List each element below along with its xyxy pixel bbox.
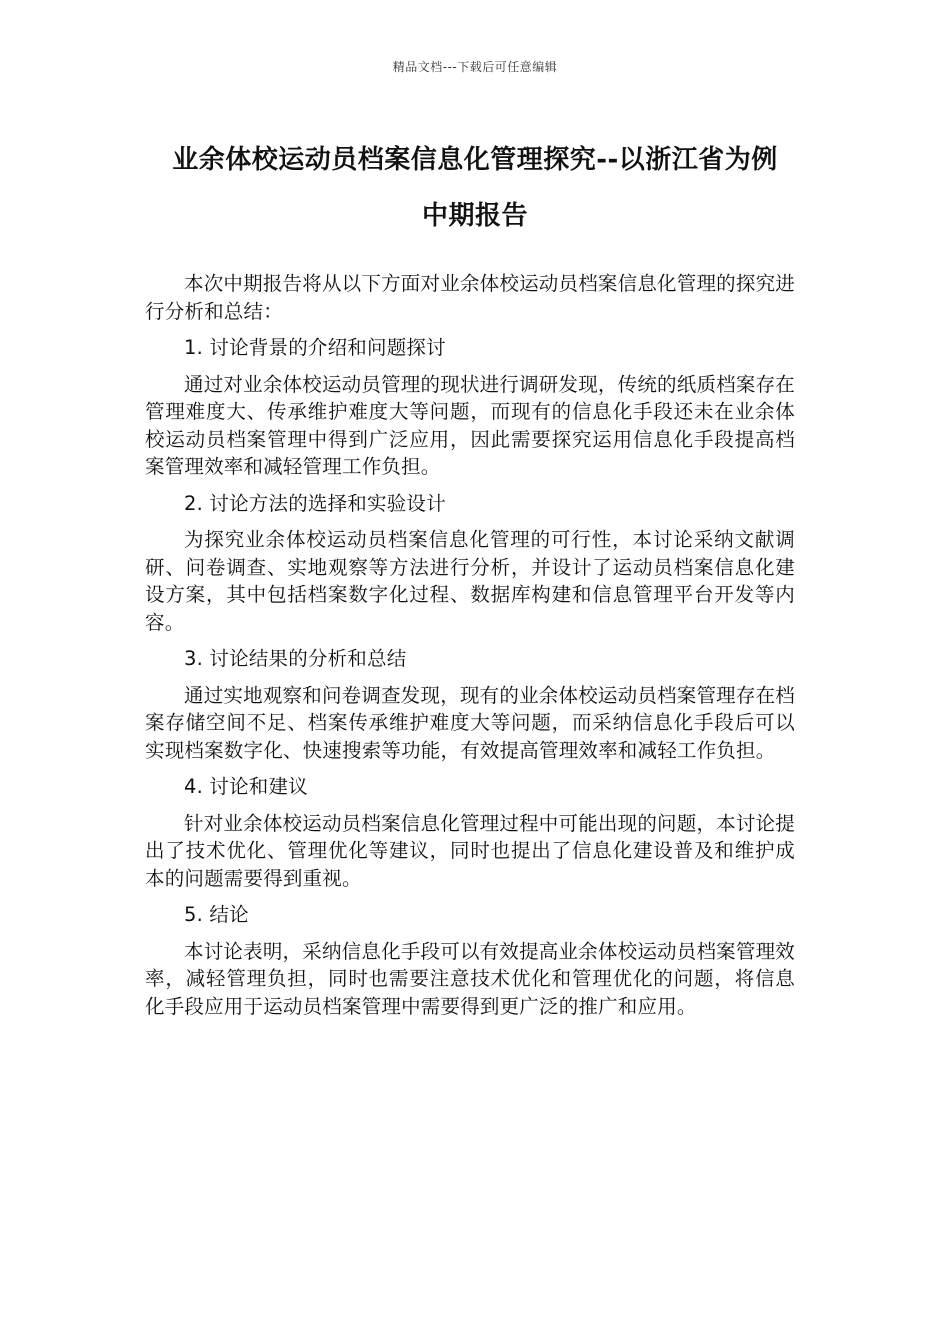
- section-paragraph-2: 为探究业余体校运动员档案信息化管理的可行性，本讨论采纳文献调研、问卷调查、实地观察等方法进行分析，并设计了运动员档案信息化建设方案，其中包括档案数字化过程、数据库构建和信息管理平台开发等内容。: [145, 528, 795, 634]
- section-paragraph-5: 本讨论表明，采纳信息化手段可以有效提高业余体校运动员档案管理效率，减轻管理负担，同时也需要注意技术优化和管理优化的问题，将信息化手段应用于运动员档案管理中需要得到更广泛的推广和应用。: [145, 939, 795, 1018]
- section-heading-4: 4. 讨论和建议: [184, 775, 308, 798]
- document-body: [145, 270, 795, 1029]
- section-heading-2: 2. 讨论方法的选择和实验设计: [184, 491, 446, 515]
- section-paragraph-3: 通过实地观察和问卷调查发现，现有的业余体校运动员档案管理存在档案存储空间不足、档案传承维护难度大等问题，而采纳信息化手段后可以实现档案数字化、快速搜索等功能，有效提高管理效率和减轻工作负担。: [145, 683, 795, 762]
- section-heading-1: 1. 讨论背景的介绍和问题探讨: [184, 336, 446, 359]
- document-title: [80, 132, 870, 244]
- header-note: 精品文档---下载后可任意编辑: [392, 60, 558, 74]
- section-heading-5: 5. 结论: [184, 903, 249, 926]
- section-paragraph-4: 针对业余体校运动员档案信息化管理过程中可能出现的问题，本讨论提出了技术优化、管理优化等建议，同时也提出了信息化建设普及和维护成本的问题需要得到重视。: [145, 811, 795, 890]
- section-heading-3: 3. 讨论结果的分析和总结: [184, 647, 407, 670]
- section-paragraph-1: 通过对业余体校运动员管理的现状进行调研发现，传统的纸质档案存在管理难度大、传承维护难度大等问题，而现有的信息化手段还未在业余体校运动员档案管理中得到广泛应用，因此需要探究运用信息化手段提高档案管理效率和减轻管理工作负担。: [145, 372, 795, 478]
- title-line-2: 中期报告: [421, 201, 528, 231]
- intro-paragraph: 本次中期报告将从以下方面对业余体校运动员档案信息化管理的探究进行分析和总结：: [145, 272, 795, 323]
- title-line-1: 业余体校运动员档案信息化管理探究--以浙江省为例: [172, 145, 778, 175]
